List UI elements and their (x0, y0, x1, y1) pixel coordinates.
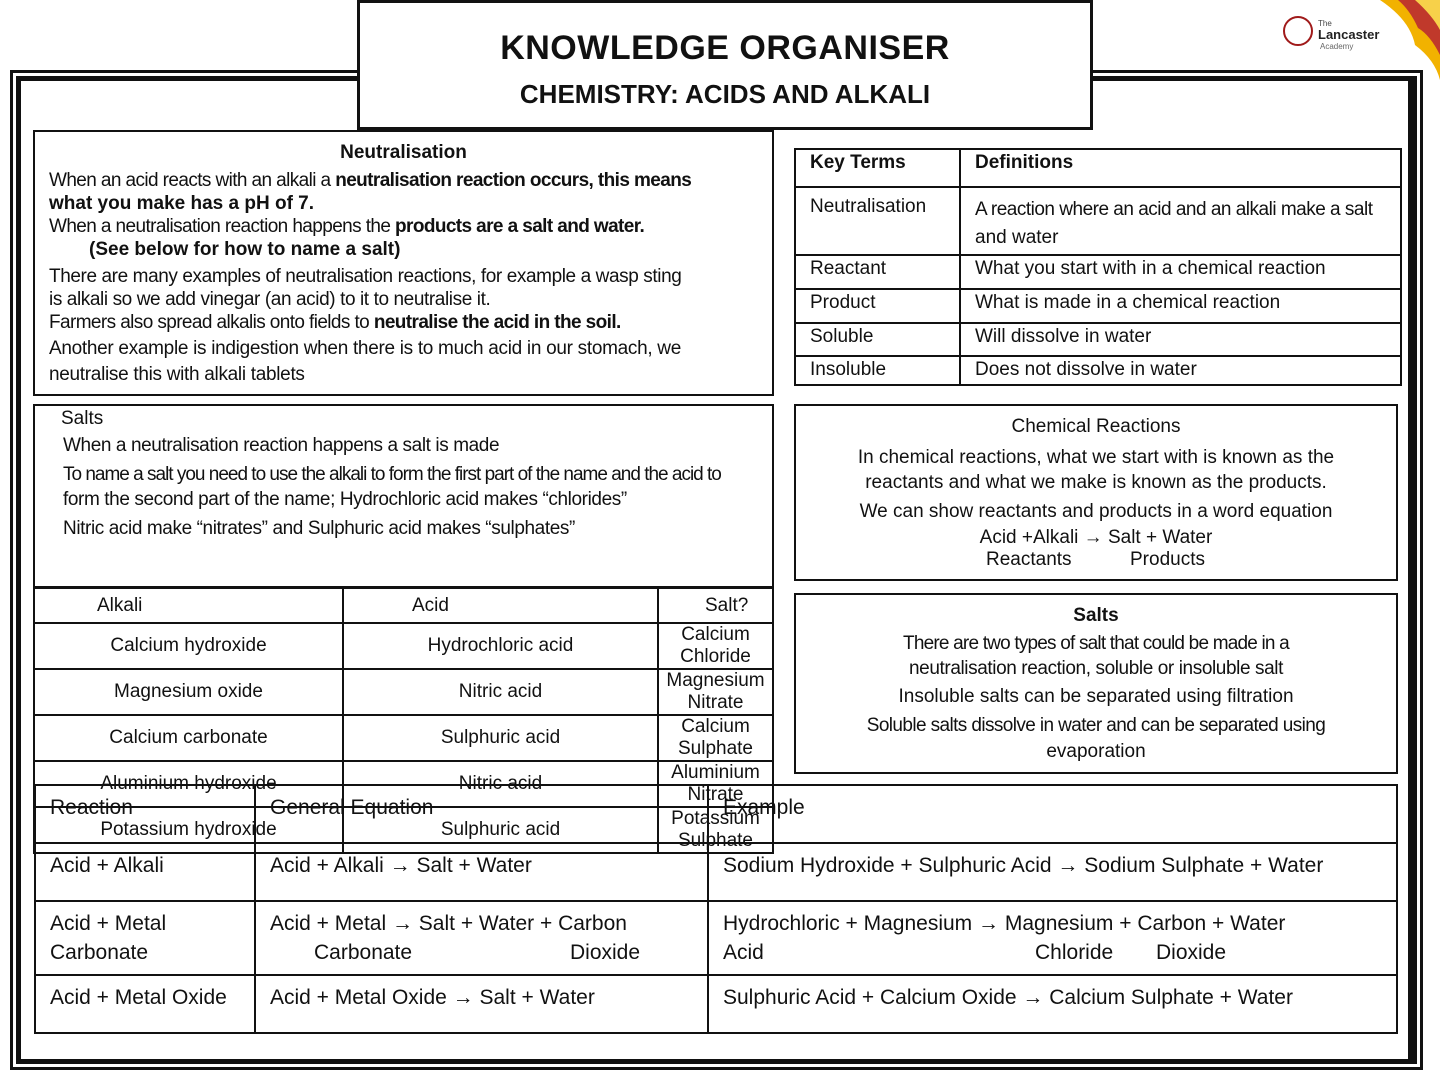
cell-text: Acid (723, 941, 764, 964)
cell-text: Acid + Metal Oxide (50, 986, 227, 1009)
salts-naming-line-4: Nitric acid make “nitrates” and Sulphuric acid makes “sulphates” (63, 518, 575, 539)
header-text: Reaction (50, 796, 133, 819)
table-row (35, 901, 1397, 975)
word-equation: Acid +Alkali → Salt + Water (979, 527, 1213, 548)
title-box (357, 0, 1093, 130)
logo-sub-text: Academy (1320, 42, 1354, 51)
definitions-header: Definitions (960, 149, 1401, 187)
acid-header: Acid (343, 588, 658, 623)
table-cell: Nitric acid (343, 761, 658, 807)
table-row (35, 785, 1397, 843)
table-cell (708, 843, 1397, 901)
salt-types-line-5: evaporation (1046, 741, 1146, 762)
page-title: KNOWLEDGE ORGANISER (500, 29, 950, 67)
table-cell (708, 975, 1397, 1033)
term-cell: Product (795, 289, 960, 323)
table-cell: Nitric acid (343, 669, 658, 715)
cell-text: Acid + Metal (50, 912, 167, 935)
logo-name-text: Lancaster (1318, 27, 1380, 42)
page-subtitle: CHEMISTRY: ACIDS AND ALKALI (519, 79, 931, 109)
table-row (34, 669, 773, 715)
cell-text: Acid + Alkali → Salt + Water (270, 854, 532, 877)
table-cell (35, 843, 255, 901)
neutralisation-panel (33, 130, 774, 396)
neutralisation-heading: Neutralisation (340, 142, 467, 163)
table-cell: Sulphuric acid (343, 807, 658, 853)
salt-header: Salt? (658, 588, 773, 623)
table-row (34, 715, 773, 761)
cell-text: Sodium Hydroxide + Sulphuric Acid → Sodium Sulphate + Water (723, 854, 1324, 877)
salt-types-panel (794, 593, 1398, 774)
table-row (35, 975, 1397, 1033)
neutralisation-line-3: When a neutralisation reaction happens the products are a salt and water. (49, 216, 645, 237)
key-terms-header: Key Terms (795, 149, 960, 187)
cell-text: Carbonate (50, 941, 149, 964)
page-frame-shadow (1408, 76, 1415, 1064)
table-cell: Aluminium hydroxide (34, 761, 343, 807)
table-cell (255, 843, 708, 901)
table-cell: Magnesium oxide (34, 669, 343, 715)
logo-the-text: The (1318, 19, 1332, 28)
key-terms-table (794, 148, 1402, 386)
term-cell: Insoluble (795, 356, 960, 385)
table-cell (255, 975, 708, 1033)
chemical-reactions-line-2: reactants and what we make is known as the products. (865, 472, 1327, 493)
salts-naming-line-2: To name a salt you need to use the alkali to form the first part of the name and the acid to (63, 464, 721, 485)
table-cell: Potassium hydroxide (34, 807, 343, 853)
table-cell: Magnesium Nitrate (658, 669, 773, 715)
salt-types-line-4: Soluble salts dissolve in water and can be separated using (866, 715, 1326, 736)
cell-text: Acid + Alkali (50, 854, 164, 877)
salts-naming-panel (33, 404, 774, 588)
cell-text: Chloride (1035, 941, 1114, 964)
table-cell (255, 901, 708, 975)
cell-text: Carbonate (314, 941, 413, 964)
salt-types-line-2: neutralisation reaction, soluble or insoluble salt (909, 658, 1283, 679)
cell-text: Dioxide (570, 941, 641, 964)
term-cell: Neutralisation (795, 187, 960, 255)
table-cell: Aluminium Nitrate (658, 761, 773, 807)
table-cell (35, 975, 255, 1033)
table-row (795, 323, 1401, 356)
reaction-types-table (34, 784, 1398, 1034)
cell-text: Hydrochloric + Magnesium → Magnesium + Carbon + Water (723, 912, 1286, 935)
neutralisation-line-7: Farmers also spread alkalis onto fields to neutralise the acid in the soil. (49, 312, 621, 333)
table-row (795, 289, 1401, 323)
table-cell (708, 901, 1397, 975)
cell-text: Acid + Metal → Salt + Water + Carbon (270, 912, 627, 935)
rose-emblem-icon (1283, 16, 1313, 46)
reactants-label: Reactants (986, 549, 1072, 570)
table-row (795, 187, 1401, 255)
neutralisation-line-9: neutralise this with alkali tablets (49, 364, 305, 385)
table-cell: Calcium Chloride (658, 623, 773, 669)
neutralisation-line-5: There are many examples of neutralisation reactions, for example a wasp sting (49, 266, 682, 287)
table-cell: Calcium Sulphate (658, 715, 773, 761)
table-cell (35, 901, 255, 975)
chemical-reactions-heading: Chemical Reactions (1011, 416, 1181, 437)
definition-cell: Will dissolve in water (960, 323, 1401, 356)
header-text: Example (723, 796, 805, 819)
salt-types-line-3: Insoluble salts can be separated using filtration (898, 686, 1294, 707)
term-cell: Soluble (795, 323, 960, 356)
neutralisation-line-2: what you make has a pH of 7. (49, 193, 315, 214)
definition-line: A reaction where an acid and an alkali make a salt (975, 199, 1373, 220)
table-row (34, 588, 773, 623)
salts-naming-heading: Salts (61, 408, 104, 429)
cell-text: Dioxide (1156, 941, 1227, 964)
chemical-reactions-line-1: In chemical reactions, what we start with is known as the (857, 447, 1335, 468)
table-row (795, 149, 1401, 187)
neutralisation-line-1: When an acid reacts with an alkali a neutralisation reaction occurs, this means (49, 170, 692, 191)
table-row (34, 623, 773, 669)
definition-cell: Does not dissolve in water (960, 356, 1401, 385)
academy-logo (1280, 10, 1390, 60)
cell-text: Sulphuric Acid + Calcium Oxide → Calcium Sulphate + Water (723, 986, 1293, 1009)
chemical-reactions-line-3: We can show reactants and products in a word equation (859, 501, 1333, 522)
salts-naming-line-3: form the second part of the name; Hydrochloric acid makes “chlorides” (63, 489, 627, 510)
salt-types-line-1: There are two types of salt that could be made in a (903, 633, 1289, 654)
salt-types-heading: Salts (1073, 605, 1119, 626)
definition-cell (960, 187, 1401, 255)
neutralisation-line-8: Another example is indigestion when there is to much acid in our stomach, we (49, 338, 681, 359)
table-cell: Calcium hydroxide (34, 623, 343, 669)
table-row (795, 356, 1401, 385)
neutralisation-line-6: is alkali so we add vinegar (an acid) to it to neutralise it. (49, 289, 491, 310)
cell-text: Acid + Metal Oxide → Salt + Water (270, 986, 595, 1009)
term-cell: Reactant (795, 255, 960, 289)
table-row (35, 843, 1397, 901)
neutralisation-line-4: (See below for how to name a salt) (89, 239, 401, 260)
table-cell: Sulphuric acid (343, 715, 658, 761)
chemical-reactions-panel (794, 404, 1398, 581)
alkali-header: Alkali (34, 588, 343, 623)
definition-cell: What is made in a chemical reaction (960, 289, 1401, 323)
salts-naming-line-1: When a neutralisation reaction happens a salt is made (63, 435, 500, 456)
table-row (795, 255, 1401, 289)
example-header (708, 785, 1397, 843)
definition-line: and water (975, 227, 1059, 248)
table-cell: Potassium Sulphate (658, 807, 773, 853)
table-cell: Hydrochloric acid (343, 623, 658, 669)
products-label: Products (1130, 549, 1205, 570)
table-cell: Calcium carbonate (34, 715, 343, 761)
header-text: General Equation (270, 796, 434, 819)
reaction-header (35, 785, 255, 843)
general-equation-header (255, 785, 708, 843)
definition-cell: What you start with in a chemical reaction (960, 255, 1401, 289)
